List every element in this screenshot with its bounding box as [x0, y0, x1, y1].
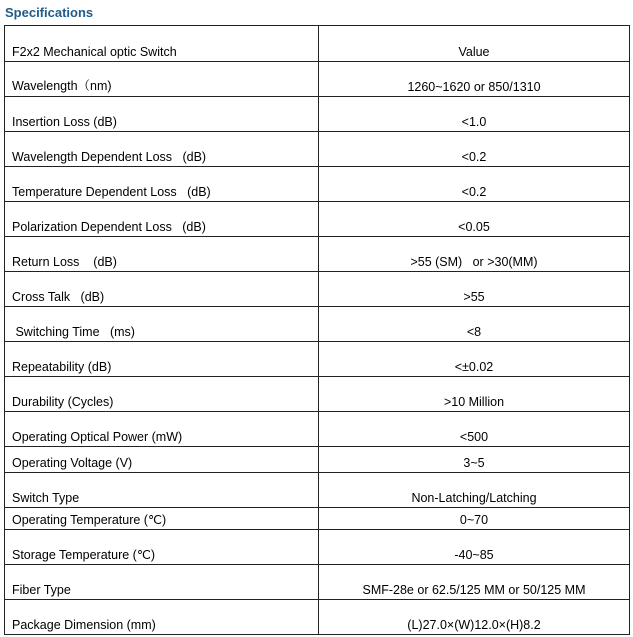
table-row: [5, 565, 630, 600]
table-row: [5, 447, 630, 473]
table-row: [5, 62, 630, 97]
param-cell: Operating Voltage (V): [5, 447, 319, 473]
value-cell: <0.2: [319, 167, 630, 202]
value-cell: <8: [319, 307, 630, 342]
value-cell: 1260~1620 or 850/1310: [319, 62, 630, 97]
param-cell: Polarization Dependent Loss (dB): [5, 202, 319, 237]
param-cell: Durability (Cycles): [5, 377, 319, 412]
section-title: Specifications: [5, 5, 94, 20]
header-param-cell: F2x2 Mechanical optic Switch: [5, 26, 319, 62]
param-cell: Switching Time (ms): [5, 307, 319, 342]
value-cell: -40~85: [319, 530, 630, 565]
value-cell: <500: [319, 412, 630, 447]
value-cell: SMF-28e or 62.5/125 MM or 50/125 MM: [319, 565, 630, 600]
param-cell: Wavelength Dependent Loss (dB): [5, 132, 319, 167]
table-row: [5, 307, 630, 342]
table-row: [5, 600, 630, 635]
value-cell: <±0.02: [319, 342, 630, 377]
table-row: [5, 272, 630, 307]
value-cell: >55: [319, 272, 630, 307]
param-cell: Insertion Loss (dB): [5, 97, 319, 132]
value-cell: (L)27.0×(W)12.0×(H)8.2: [319, 600, 630, 635]
param-cell: Operating Optical Power (mW): [5, 412, 319, 447]
table-row: [5, 97, 630, 132]
table-row: [5, 237, 630, 272]
value-cell: <0.2: [319, 132, 630, 167]
param-cell: Temperature Dependent Loss (dB): [5, 167, 319, 202]
header-value-cell: Value: [319, 26, 630, 62]
table-row: [5, 412, 630, 447]
value-cell: <0.05: [319, 202, 630, 237]
param-cell: Switch Type: [5, 473, 319, 508]
table-row: [5, 132, 630, 167]
table-row: [5, 508, 630, 530]
table-row: [5, 202, 630, 237]
param-cell: Cross Talk (dB): [5, 272, 319, 307]
param-cell: Return Loss (dB): [5, 237, 319, 272]
param-cell: Operating Temperature (℃): [5, 508, 319, 530]
param-cell: Wavelength（nm): [5, 62, 319, 97]
value-cell: <1.0: [319, 97, 630, 132]
value-cell: 0~70: [319, 508, 630, 530]
table-header-row: [5, 26, 630, 62]
param-cell: Storage Temperature (℃): [5, 530, 319, 565]
table-row: [5, 342, 630, 377]
table-row: [5, 530, 630, 565]
param-cell: Repeatability (dB): [5, 342, 319, 377]
table-row: [5, 167, 630, 202]
value-cell: 3~5: [319, 447, 630, 473]
param-cell: Package Dimension (mm): [5, 600, 319, 635]
param-cell: Fiber Type: [5, 565, 319, 600]
value-cell: >55 (SM) or >30(MM): [319, 237, 630, 272]
specifications-table: [4, 25, 630, 635]
value-cell: >10 Million: [319, 377, 630, 412]
table-row: [5, 377, 630, 412]
table-row: [5, 473, 630, 508]
value-cell: Non-Latching/Latching: [319, 473, 630, 508]
